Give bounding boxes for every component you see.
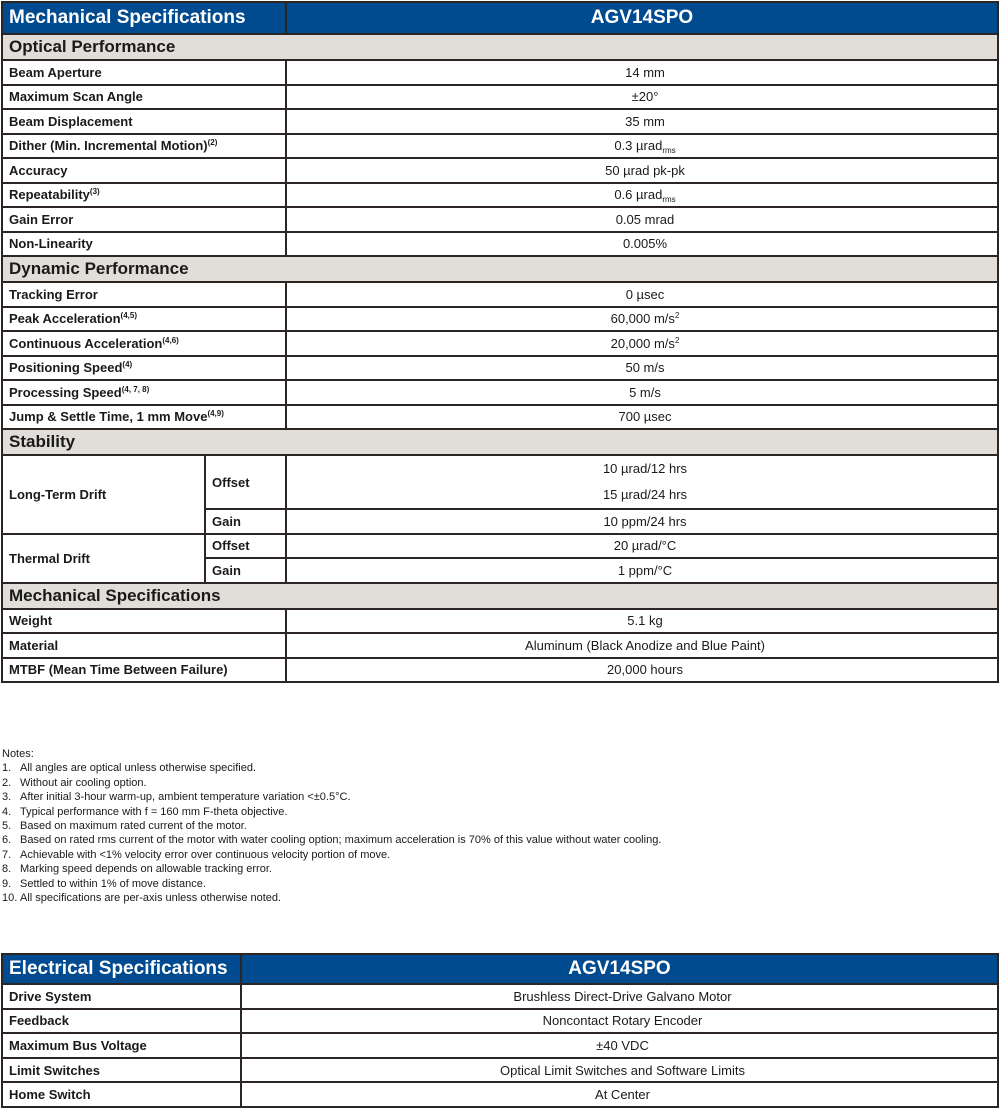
footnote-ref: (2) xyxy=(207,138,218,148)
spec-label-text: Continuous Acceleration xyxy=(9,335,163,351)
spec-label xyxy=(2,405,286,430)
spec-value: 1 ppm/°C xyxy=(286,558,998,583)
table-row xyxy=(2,207,998,232)
value-subscript: rms xyxy=(662,146,676,156)
table-row xyxy=(2,1058,998,1083)
spec-label: Long-Term Drift xyxy=(2,455,205,534)
note-text: Settled to within 1% of move distance. xyxy=(20,877,206,890)
spec-label xyxy=(2,207,286,232)
spec-label xyxy=(2,307,286,332)
spec-label xyxy=(2,60,286,85)
spec-label xyxy=(2,331,286,356)
spec-value xyxy=(286,405,998,430)
value-superscript: 2 xyxy=(674,335,680,345)
note-item xyxy=(2,848,661,862)
table-header-row xyxy=(2,954,998,984)
spec-label-text: Gain Error xyxy=(9,211,74,227)
spec-label-text: Weight xyxy=(9,613,53,629)
table-row xyxy=(2,984,998,1009)
note-text: Typical performance with f = 160 mm F-theta objective. xyxy=(20,805,288,818)
spec-value xyxy=(286,207,998,232)
spec-value-text: 0 µsec xyxy=(625,286,665,302)
section-title: Dynamic Performance xyxy=(2,256,998,282)
note-text: Based on maximum rated current of the motor. xyxy=(20,820,247,833)
footnote-ref: (4) xyxy=(122,360,133,370)
table-row xyxy=(2,134,998,159)
note-item xyxy=(2,790,661,804)
spec-value-text: 0.005% xyxy=(622,236,668,252)
spec-label-text: Jump & Settle Time, 1 mm Move xyxy=(9,409,208,425)
section-row-dynamic xyxy=(2,256,998,282)
spec-value-text: 14 mm xyxy=(625,64,665,80)
spec-value-text: 0.3 µrad xyxy=(614,138,663,154)
spec-label: Limit Switches xyxy=(2,1058,241,1083)
spec-value xyxy=(286,158,998,183)
spec-label: Home Switch xyxy=(2,1082,241,1107)
spec-label xyxy=(2,282,286,307)
spec-label xyxy=(2,232,286,257)
sub-label: Gain xyxy=(205,558,286,583)
note-text: Achievable with <1% velocity error over continuous velocity portion of move. xyxy=(20,848,391,861)
table-row xyxy=(2,158,998,183)
table-row xyxy=(2,183,998,208)
spec-value-text: 50 m/s xyxy=(625,360,665,376)
section-title: Optical Performance xyxy=(2,34,998,60)
note-text: Based on rated rms current of the motor with water cooling option; maximum acceleration is 70% of this value without water cooling. xyxy=(20,834,662,847)
spec-label: Feedback xyxy=(2,1009,241,1034)
mechanical-specifications-table xyxy=(1,1,999,683)
spec-label-text: Tracking Error xyxy=(9,286,98,302)
note-item xyxy=(2,776,661,790)
spec-value-text: 0.6 µrad xyxy=(614,187,663,203)
spec-label-text: Peak Acceleration xyxy=(9,311,121,327)
spec-label xyxy=(2,85,286,110)
table-row xyxy=(2,60,998,85)
notes-section xyxy=(2,747,661,905)
spec-label-text: Material xyxy=(9,637,59,653)
spec-value: Noncontact Rotary Encoder xyxy=(241,1009,998,1034)
note-text: Without air cooling option. xyxy=(20,776,147,789)
footnote-ref: (4,6) xyxy=(162,335,179,345)
note-number: 6. xyxy=(2,834,12,847)
section-title: Stability xyxy=(2,429,998,455)
spec-value: ±40 VDC xyxy=(241,1033,998,1058)
spec-value xyxy=(286,455,998,509)
spec-value-text: 700 µsec xyxy=(618,409,672,425)
electrical-rows xyxy=(2,984,998,1107)
spec-value-text: 5.1 kg xyxy=(627,613,663,629)
spec-value xyxy=(286,307,998,332)
spec-value: At Center xyxy=(241,1082,998,1107)
spec-label-text: Maximum Scan Angle xyxy=(9,89,143,105)
spec-value-text: ±20° xyxy=(631,89,659,105)
table-row xyxy=(2,109,998,134)
model-name: AGV14SPO xyxy=(286,2,998,34)
section-title: Mechanical Specifications xyxy=(2,583,998,609)
footnote-ref: (3) xyxy=(89,187,100,197)
spec-label: Thermal Drift xyxy=(2,534,205,583)
spec-label-text: Accuracy xyxy=(9,162,68,178)
notes-list xyxy=(2,761,661,905)
spec-value: 20 µrad/°C xyxy=(286,534,998,559)
note-number: 3. xyxy=(2,791,12,804)
spec-value xyxy=(286,183,998,208)
spec-label xyxy=(2,134,286,159)
spec-value xyxy=(286,331,998,356)
note-item xyxy=(2,891,661,905)
value-subscript: rms xyxy=(662,195,676,205)
spec-value xyxy=(286,60,998,85)
spec-label xyxy=(2,609,286,634)
footnote-ref: (4,9) xyxy=(207,409,224,419)
spec-value xyxy=(286,282,998,307)
table-row xyxy=(2,1082,998,1107)
spec-value xyxy=(286,85,998,110)
table-row xyxy=(2,633,998,658)
spec-label xyxy=(2,183,286,208)
spec-value xyxy=(286,109,998,134)
note-item xyxy=(2,833,661,847)
sub-label: Offset xyxy=(205,534,286,559)
spec-value-text: 50 µrad pk-pk xyxy=(605,162,685,178)
spec-value-text: 0.05 mrad xyxy=(615,211,675,227)
spec-value-text: 60,000 m/s xyxy=(610,311,675,327)
spec-value-text: 35 mm xyxy=(625,113,665,129)
table-row xyxy=(2,658,998,683)
spec-value xyxy=(286,633,998,658)
spec-value-line: 15 µrad/24 hrs xyxy=(602,487,688,502)
spec-label-text: Positioning Speed xyxy=(9,360,123,376)
spec-label xyxy=(2,380,286,405)
spec-value: 10 ppm/24 hrs xyxy=(286,509,998,534)
spec-label xyxy=(2,158,286,183)
spec-label xyxy=(2,658,286,683)
sub-label: Offset xyxy=(205,455,286,509)
spec-value xyxy=(286,134,998,159)
table-row xyxy=(2,356,998,381)
value-superscript: 2 xyxy=(674,311,680,321)
notes-title: Notes: xyxy=(2,748,34,760)
note-text: All angles are optical unless otherwise specified. xyxy=(20,762,257,775)
spec-value-text: 20,000 hours xyxy=(607,662,683,678)
table-title: Mechanical Specifications xyxy=(2,2,286,34)
note-item xyxy=(2,877,661,891)
table-row xyxy=(2,331,998,356)
table-row xyxy=(2,307,998,332)
spec-label-text: Non-Linearity xyxy=(9,236,93,252)
table-row xyxy=(2,1009,998,1034)
spec-value: Brushless Direct-Drive Galvano Motor xyxy=(241,984,998,1009)
spec-label xyxy=(2,633,286,658)
model-name: AGV14SPO xyxy=(241,954,998,984)
spec-value: Optical Limit Switches and Software Limits xyxy=(241,1058,998,1083)
section-row-stability xyxy=(2,429,998,455)
footnote-ref: (4, 7, 8) xyxy=(121,384,150,394)
note-text: All specifications are per-axis unless otherwise noted. xyxy=(20,892,282,905)
spec-value xyxy=(286,609,998,634)
note-number: 4. xyxy=(2,805,12,818)
note-number: 8. xyxy=(2,863,12,876)
spec-value-line: 10 µrad/12 hrs xyxy=(602,461,688,476)
table-row xyxy=(2,380,998,405)
footnote-ref: (4,5) xyxy=(120,311,137,321)
table-row xyxy=(2,1033,998,1058)
note-text: Marking speed depends on allowable tracking error. xyxy=(20,863,272,876)
spec-label: Drive System xyxy=(2,984,241,1009)
table-row xyxy=(2,455,998,509)
note-item xyxy=(2,761,661,775)
note-text: After initial 3-hour warm-up, ambient temperature variation <±0.5°C. xyxy=(20,791,351,804)
table-row xyxy=(2,282,998,307)
note-number: 7. xyxy=(2,848,12,861)
electrical-specifications-table xyxy=(1,953,999,1108)
spec-value-text: 5 m/s xyxy=(629,384,661,400)
note-number: 5. xyxy=(2,820,12,833)
note-number: 1. xyxy=(2,762,12,775)
table-header-row xyxy=(2,2,998,34)
spec-label: Maximum Bus Voltage xyxy=(2,1033,241,1058)
spec-label xyxy=(2,356,286,381)
spec-value xyxy=(286,232,998,257)
spec-label-text: Beam Aperture xyxy=(9,64,102,80)
spec-label-text: Beam Displacement xyxy=(9,113,133,129)
spec-value-text: 20,000 m/s xyxy=(610,335,675,351)
table-row xyxy=(2,534,998,559)
section-row-optical xyxy=(2,34,998,60)
spec-label-text: Processing Speed xyxy=(9,384,122,400)
spec-value xyxy=(286,658,998,683)
note-item xyxy=(2,819,661,833)
table-row xyxy=(2,405,998,430)
note-item xyxy=(2,805,661,819)
spec-label-text: MTBF (Mean Time Between Failure) xyxy=(9,662,228,678)
table-row xyxy=(2,232,998,257)
spec-label xyxy=(2,109,286,134)
spec-label-text: Repeatability xyxy=(9,187,90,203)
spec-value xyxy=(286,356,998,381)
note-number: 2. xyxy=(2,776,12,789)
table-row xyxy=(2,85,998,110)
spec-value xyxy=(286,380,998,405)
sub-label: Gain xyxy=(205,509,286,534)
table-title: Electrical Specifications xyxy=(2,954,241,984)
section-row-mechanical xyxy=(2,583,998,609)
note-number: 9. xyxy=(2,877,12,890)
table-row xyxy=(2,609,998,634)
spec-label-text: Dither (Min. Incremental Motion) xyxy=(9,138,208,154)
note-number: 10. xyxy=(2,892,18,905)
note-item xyxy=(2,862,661,876)
spec-value-text: Aluminum (Black Anodize and Blue Paint) xyxy=(525,637,765,653)
